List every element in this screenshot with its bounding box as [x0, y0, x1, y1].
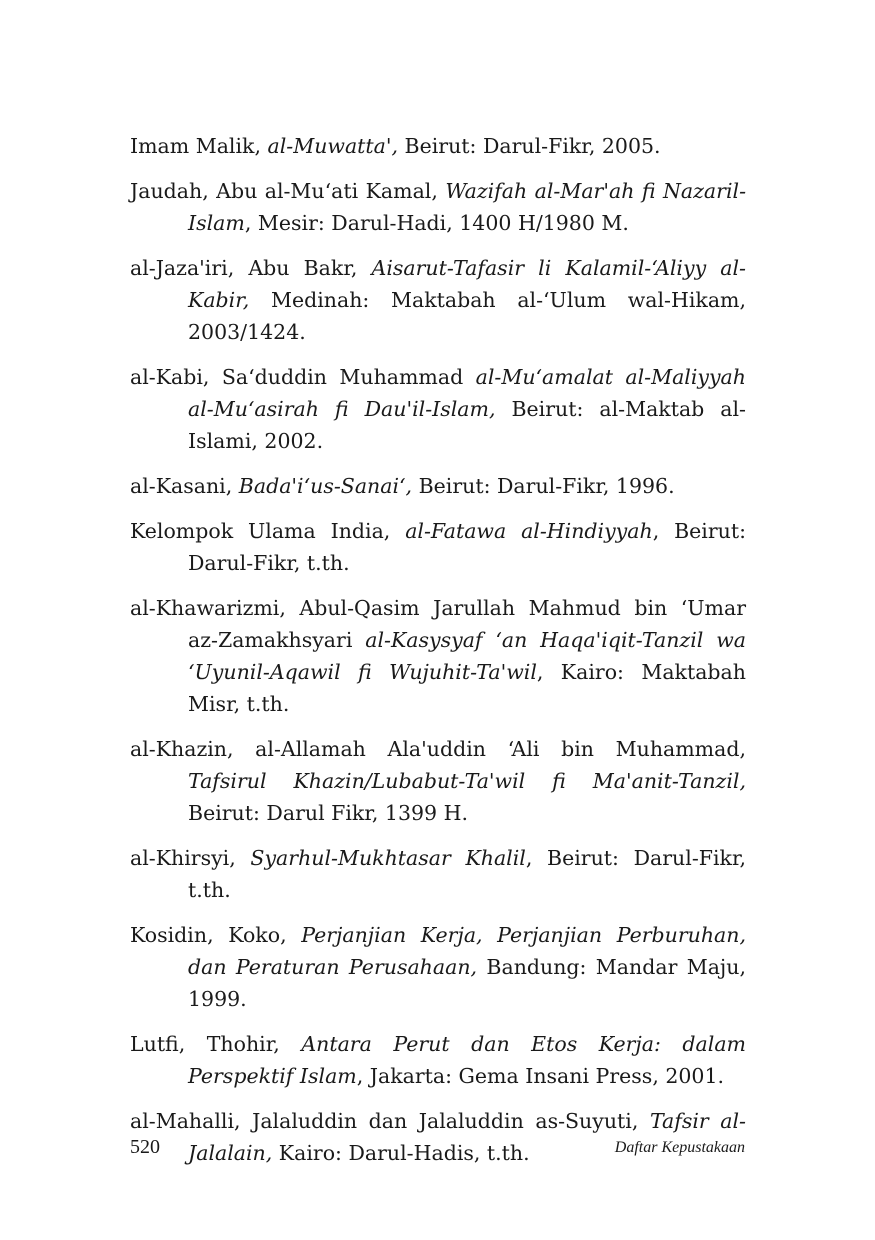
reference-author: al-Khazin, al-Allamah Ala'uddin ‘Ali bin Muhammad, [130, 737, 746, 761]
reference-author: al-Khawarizmi, Abul-Qasim Jarullah Mahmud bin ‘Umar az-Zamakhsyari [130, 596, 746, 652]
reference-title: Tafsirul Khazin/Lubabut-Ta'wil fi Ma'anit-Tanzil, [188, 769, 746, 793]
reference-publication: , Beirut: Darul-Fikr, t.th. [188, 519, 746, 575]
reference-publication: , Beirut: Darul-Fikr, t.th. [188, 846, 747, 902]
reference-entry [130, 470, 746, 502]
bibliography-list [130, 130, 746, 1182]
reference-author: Kelompok Ulama India, [130, 519, 406, 543]
reference-entry [130, 1028, 746, 1092]
reference-entry [130, 842, 746, 906]
reference-title: Bada'i‘us-Sanai‘, [238, 474, 413, 498]
reference-title: Perjanjian Kerja, Perjanjian Perburuhan, dan Peraturan Perusahaan, [188, 923, 746, 979]
reference-entry [130, 252, 746, 348]
reference-author: al-Kasani, [130, 474, 239, 498]
reference-title: al-Fatawa al-Hindiyyah [405, 519, 653, 543]
reference-author: Lutfi, Thohir, [130, 1032, 302, 1056]
reference-entry [130, 592, 746, 720]
reference-entry [130, 515, 746, 579]
reference-publication: Kairo: Darul-Hadis, t.th. [272, 1141, 530, 1165]
reference-author: al-Mahalli, Jalaluddin dan Jalaluddin as-Suyuti, [130, 1109, 650, 1133]
reference-publication: Bandung: Mandar Maju, 1999. [188, 955, 747, 1011]
reference-title: Syarhul-Mukhtasar Khalil [250, 846, 526, 870]
reference-author: Imam Malik, [130, 134, 268, 158]
reference-publication: Beirut: Darul Fikr, 1399 H. [188, 801, 469, 825]
reference-title: Wazifah al-Mar'ah fi Nazaril-Islam [188, 179, 746, 235]
reference-author: al-Kabi, Sa‘duddin Muhammad [130, 365, 476, 389]
reference-entry [130, 361, 746, 457]
reference-publication: , Kairo: Maktabah Misr, t.th. [188, 660, 746, 716]
reference-title: Antara Perut dan Etos Kerja: dalam Perspektif Islam [188, 1032, 746, 1088]
reference-publication: Beirut: Darul-Fikr, 2005. [398, 134, 661, 158]
reference-publication: Medinah: Maktabah al-‘Ulum wal-Hikam, 2003/1424. [188, 288, 746, 344]
reference-author: al-Khirsyi, [130, 846, 251, 870]
reference-publication: Beirut: al-Maktab al-Islami, 2002. [188, 397, 746, 453]
reference-entry [130, 1105, 746, 1169]
reference-title: al-Mu‘amalat al-Maliyyah al-Mu‘asirah fi Dau'il-Islam, [188, 365, 746, 421]
reference-publication: , Mesir: Darul-Hadi, 1400 H/1980 M. [244, 211, 629, 235]
reference-entry [130, 130, 746, 162]
reference-title: Aisarut-Tafasir li Kalamil-‘Aliyy al-Kabir, [188, 256, 746, 312]
reference-entry [130, 919, 746, 1015]
reference-entry [130, 733, 746, 829]
reference-author: al-Jaza'iri, Abu Bakr, [130, 256, 372, 280]
reference-publication: , Jakarta: Gema Insani Press, 2001. [356, 1064, 725, 1088]
reference-title: al-Kasysyaf ‘an Haqa'iqit-Tanzil wa ‘Uyunil-Aqawil fi Wujuhit-Ta'wil [188, 628, 746, 684]
reference-title: Tafsir al-Jalalain, [188, 1109, 746, 1165]
reference-publication: Beirut: Darul-Fikr, 1996. [412, 474, 675, 498]
reference-author: Kosidin, Koko, [130, 923, 302, 947]
reference-entry [130, 175, 746, 239]
page-number: 520 [130, 1136, 160, 1158]
reference-author: Jaudah, Abu al-Mu‘ati Kamal, [130, 179, 446, 203]
reference-title: al-Muwatta', [267, 134, 399, 158]
running-footer-title: Daftar Kepustakaan [614, 1139, 745, 1156]
